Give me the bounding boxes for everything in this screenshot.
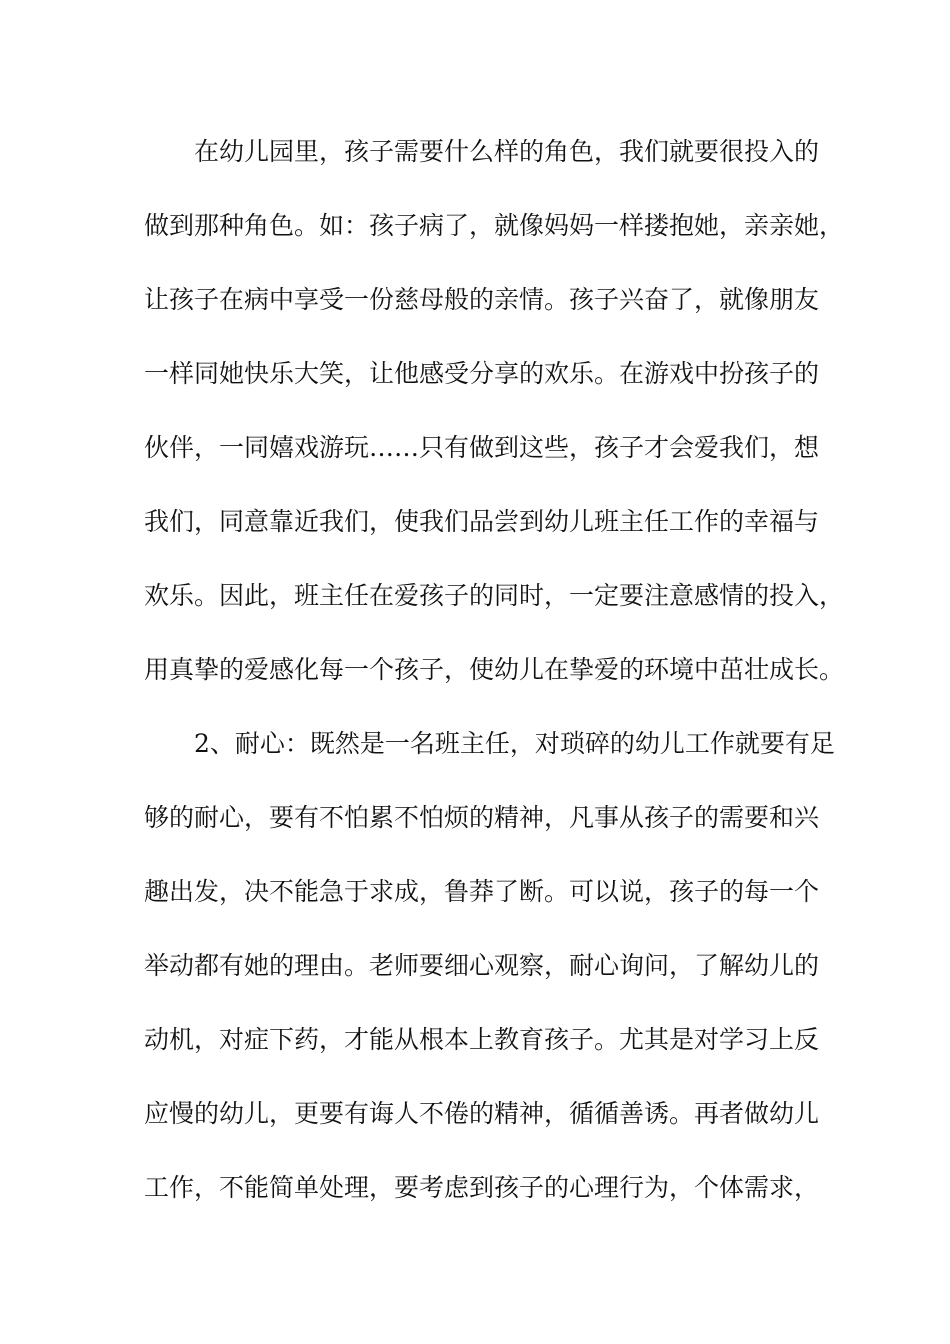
text-line-7: 欢乐。因此，班主任在爱孩子的同时，一定要注意感情的投入， [144, 581, 845, 610]
text-line-6: 我们，同意靠近我们，使我们品尝到幼儿班主任工作的幸福与 [144, 507, 820, 536]
text-line-3: 让孩子在病中享受一份慈母般的亲情。孩子兴奋了，就像朋友 [144, 285, 820, 314]
text-line-10: 够的耐心，要有不怕累不怕烦的精神，凡事从孩子的需要和兴 [144, 803, 820, 832]
text-line-11: 趣出发，决不能急于求成，鲁莽了断。可以说，孩子的每一个 [144, 877, 820, 906]
text-line-13: 动机，对症下药，才能从根本上教育孩子。尤其是对学习上反 [144, 1025, 820, 1054]
text-line-4: 一样同她快乐大笑，让他感受分享的欢乐。在游戏中扮孩子的 [144, 359, 820, 388]
text-line-14: 应慢的幼儿，更要有诲人不倦的精神，循循善诱。再者做幼儿 [144, 1099, 820, 1128]
text-line-12: 举动都有她的理由。老师要细心观察，耐心询问，了解幼儿的 [144, 951, 820, 980]
text-line-8: 用真挚的爱感化每一个孩子，使幼儿在挚爱的环境中茁壮成长。 [144, 655, 845, 684]
text-line-1: 在幼儿园里，孩子需要什么样的角色，我们就要很投入的 [194, 137, 820, 166]
text-line-15: 工作，不能简单处理，要考虑到孩子的心理行为，个体需求， [144, 1173, 820, 1202]
text-line-9: 2、耐心：既然是一名班主任，对琐碎的幼儿工作就要有足 [194, 729, 835, 758]
text-line-2: 做到那种角色。如：孩子病了，就像妈妈一样搂抱她，亲亲她， [144, 211, 845, 240]
text-line-5: 伙伴，一同嬉戏游玩……只有做到这些，孩子才会爱我们，想 [144, 433, 820, 462]
